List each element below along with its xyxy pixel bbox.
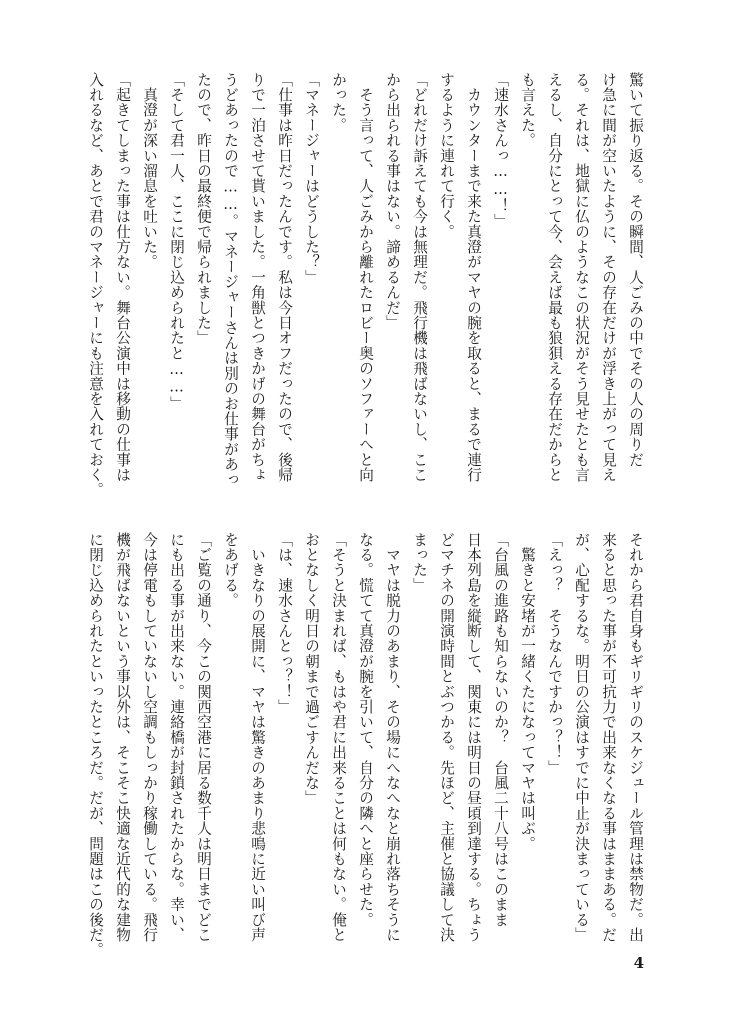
text-column: たので、昨日の最終便で帰られました」 — [195, 72, 212, 346]
text-column: 「起きてしまった事は仕方ない。舞台公演中は移動の仕事は — [114, 72, 131, 483]
text-column: 「速水さんっ……！」 — [492, 72, 509, 229]
text-column: 「えっ？ そうなんですかっ？！」 — [546, 532, 563, 776]
text-column: マヤは脱力のあまり、その場にへなへなと崩れ落ちそうに — [384, 532, 401, 943]
page-number: 4 — [633, 954, 644, 972]
text-column: りで一泊させて貰いました。一角獣とつきかげの舞台がちょ — [249, 72, 266, 483]
text-column: 来ると思った事が不可抗力で出来なくなる事はままある。だ — [600, 532, 617, 943]
text-column: け急に間が空いたように、その存在だけが浮き上がって見え — [600, 72, 617, 483]
text-column: に閉じ込められたといったところだ。だが、問題はこの後だ。 — [87, 532, 104, 958]
text-column: 「台風の進路も知らないのか？ 台風二十八号はこのまま — [492, 532, 509, 928]
text-column: が、心配するな。明日の公演はすでに中止が決まっている」 — [573, 532, 590, 943]
text-column: 「マネージャーはどうした？」 — [303, 72, 320, 285]
text-column: かった。 — [330, 72, 347, 133]
text-column: にも出る事が出来ない。連絡橋が封鎖されたからな。幸い、 — [168, 532, 185, 943]
text-column: カウンターまで来た真澄がマヤの腕を取ると、まるで連行 — [465, 72, 482, 483]
text-column: 「は、速水さんとっ？！」 — [276, 532, 293, 715]
text-column: から出られる事はない。諦めるんだ」 — [384, 72, 401, 331]
text-column: 「そうと決まれば、もはや君に出来ることは何もない。俺と — [330, 532, 347, 943]
text-column: そう言って、人ごみから離れたロビー奥のソファーへと向 — [357, 72, 374, 483]
text-column: 入れるなど、あとで君のマネージャーにも注意を入れておく。 — [87, 72, 104, 498]
text-column: どマチネの開演時間とぶつかる。先ほど、主催と協議して決 — [438, 532, 455, 943]
text-column: うどあったので……。マネージャーさんは別のお仕事があっ — [222, 72, 239, 488]
text-column: る。それは、地獄に仏のようなこの状況がそう見せたとも言 — [573, 72, 590, 483]
upper-text-block — [82, 72, 648, 504]
text-column: 今は停電もしていないし空調もしっかり稼働している。飛行 — [141, 532, 158, 943]
text-column: おとなしく明日の朝まで過ごすんだな」 — [303, 532, 320, 806]
text-column: 機が飛ばないという事以外は、そこそこ快適な近代的な建物 — [114, 532, 131, 943]
text-column: も言えた。 — [519, 72, 536, 148]
text-column: 驚きと安堵が一緒くたになってマヤは叫ぶ。 — [519, 532, 536, 852]
text-column: 「ご覧の通り、今この関西空港に居る数千人は明日までどこ — [195, 532, 212, 943]
text-column: 「どれだけ訴えても今は無理だ。飛行機は飛ばないし、ここ — [411, 72, 428, 483]
text-column: えるし、自分にとって今、会えば最も狼狽える存在だからと — [546, 72, 563, 483]
text-column: 驚いて振り返る。その瞬間、人ごみの中でその人の周りだ — [627, 72, 644, 468]
text-column: まった」 — [411, 532, 428, 593]
text-column: をあげる。 — [222, 532, 239, 608]
text-column: 日本列島を縦断して、関東には明日の昼頃到達する。ちょう — [465, 532, 482, 943]
text-column: なる。慌てて真澄が腕を引いて、自分の隣へと座らせた。 — [357, 532, 374, 928]
lower-text-block — [82, 532, 648, 964]
text-column: それから君自身もギリギリのスケジュール管理は禁物だ。出 — [627, 532, 644, 943]
text-column: するように連れて行く。 — [438, 72, 455, 240]
text-column: 真澄が深い溜息を吐いた。 — [141, 72, 158, 270]
text-column: 「そして君一人、ここに閉じ込められたと……」 — [168, 72, 185, 412]
text-column: 「仕事は昨日だったんです。私は今日オフだったので、後帰 — [276, 72, 293, 483]
text-column: いきなりの展開に、マヤは驚きのあまり悲鳴に近い叫び声 — [249, 532, 266, 943]
